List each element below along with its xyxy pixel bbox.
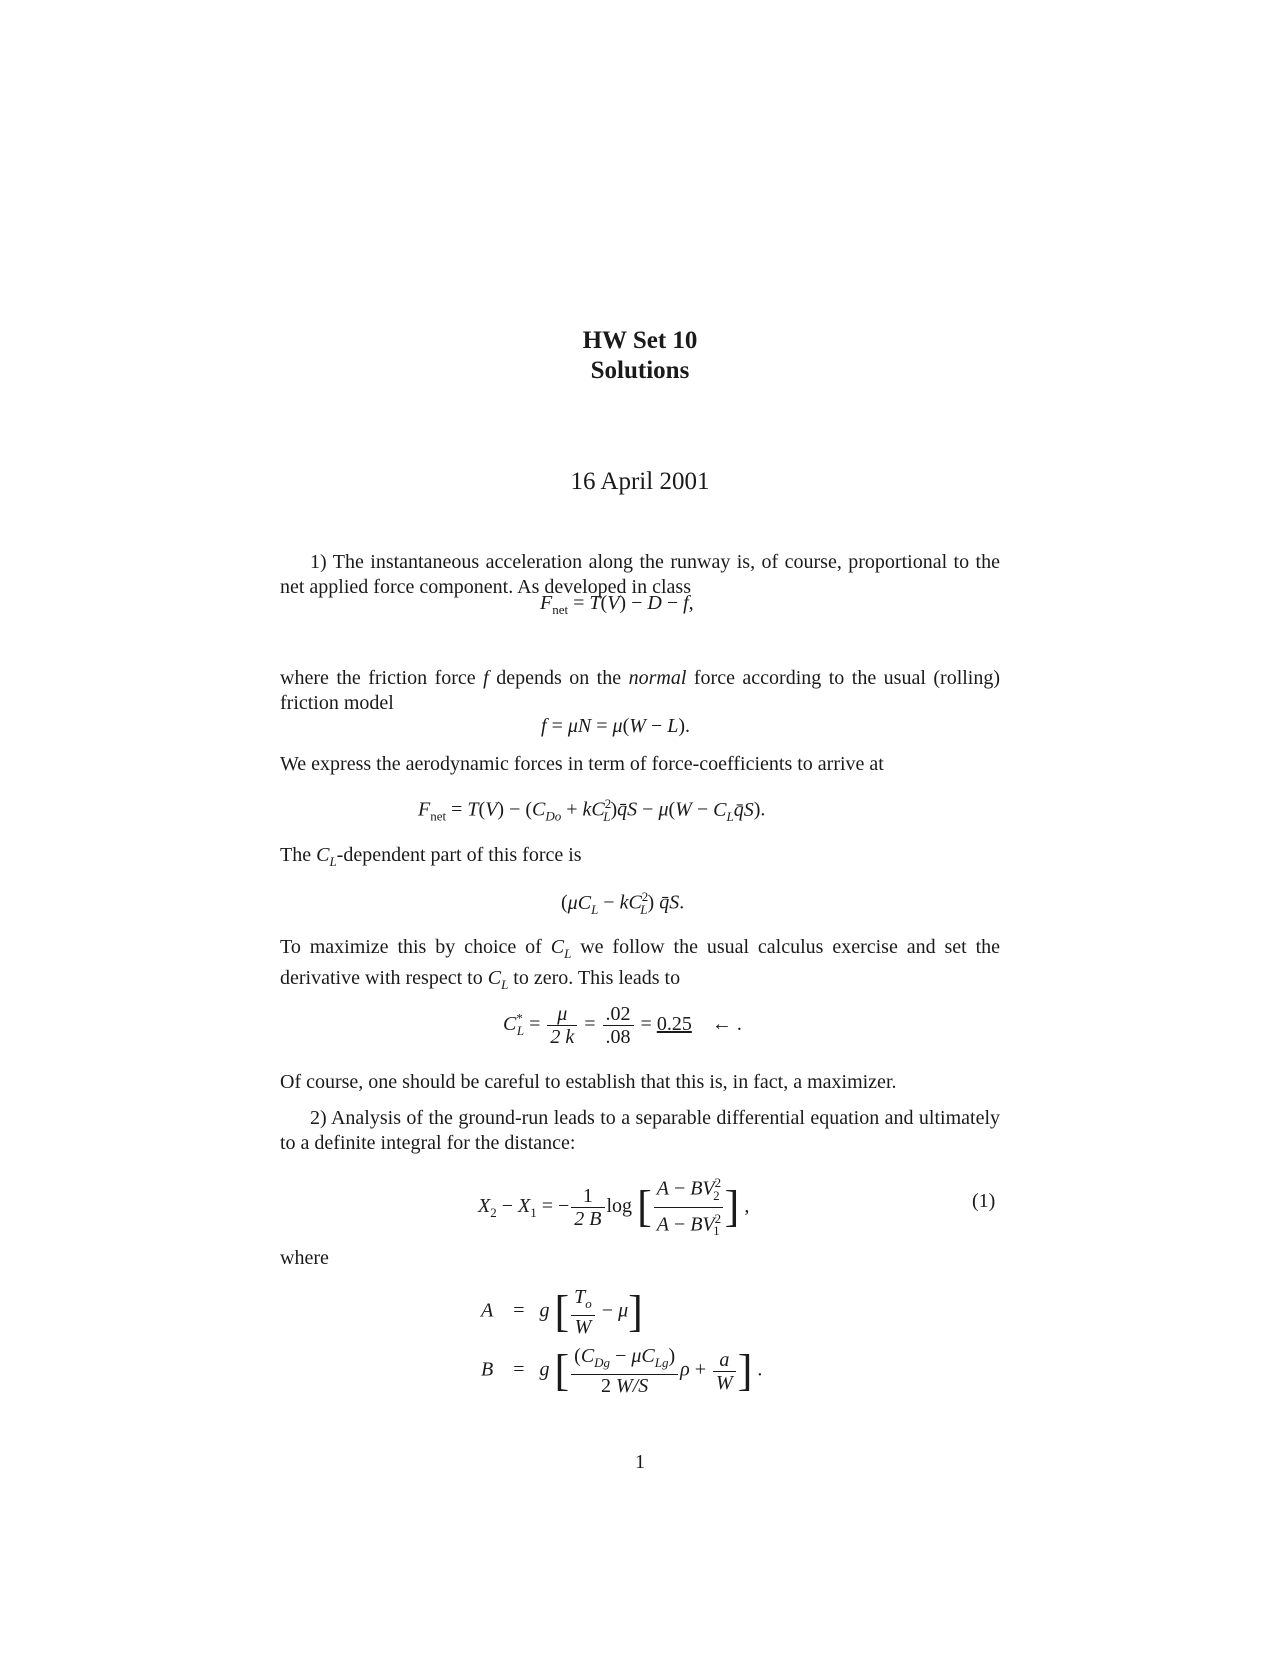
p5-c: to zero. This leads to bbox=[513, 967, 681, 989]
equation-distance: $X_2 - X_1$ = − $\frac{1}{2 B}$ log [ $\frac{A - BV^2_2}{A - BV^2_1}$ ] , bbox=[478, 1172, 749, 1242]
cl-result: 0.25 bbox=[656, 1013, 692, 1036]
paragraph-3: We express the aerodynamic forces in term of force-coefficients to arrive at bbox=[280, 753, 884, 775]
equation-A: A = g [ $\frac{T_o}{W}$ − μ] bbox=[481, 1286, 643, 1338]
paragraph-2: where the friction force f depends on the normal force according to the usual (rolling) friction model bbox=[280, 667, 1001, 714]
paragraph-7: 2) Analysis of the ground-run leads to a separable differential equation and ultimately to a definite integral for the distance: bbox=[280, 1107, 1000, 1154]
title-line-2: Solutions bbox=[590, 357, 690, 384]
p2-start: where the friction force bbox=[280, 667, 476, 689]
equation-cl-optimal: $C^*_L$ = $\frac{\mu}{2 k}$ = $\frac{.02}{.08}$ = 0.25 ← . bbox=[503, 1003, 742, 1048]
fraction-values: $\frac{.02}{.08}$ bbox=[603, 1003, 634, 1048]
equation-fnet: $F_{net} = T(V) - D - f$, bbox=[540, 592, 694, 617]
paragraph-5: To maximize this by choice of $C_L$ we follow the usual calculus exercise and set the derivative with respect to $C_L$ to zero. This leads to bbox=[280, 936, 1001, 992]
paragraph-1: 1) The instantaneous acceleration along the runway is, of course, proportional to the net applied force component. As developed in class bbox=[280, 551, 1000, 598]
equation-cl-dependent: $(\mu C_L - kC^2_L)$ q̄S. bbox=[561, 889, 685, 917]
p4-start: The bbox=[280, 844, 312, 866]
p2-end: force according to the usual (rolling) friction model bbox=[280, 667, 1001, 714]
title-line-1: HW Set 10 bbox=[582, 327, 698, 354]
p2-italic: normal bbox=[628, 667, 687, 689]
fraction-mu-2k: $\frac{\mu}{2 k}$ bbox=[547, 1003, 577, 1048]
equation-number-1: (1) bbox=[972, 1190, 996, 1212]
p4-end: -dependent part of this force is bbox=[336, 844, 582, 866]
p5-b: we follow the usual calculus exercise and set the derivative with respect to bbox=[280, 936, 1001, 989]
equation-friction: f = μN = μ(W − L). bbox=[541, 715, 690, 737]
document-date: 16 April 2001 bbox=[570, 468, 710, 495]
equation-fnet-coefficients: $F_{net} = T(V) - (C_{Do}$ + $kC^2_L)q̄S - \mu(W$ − $C_Lq̄S$). bbox=[418, 796, 766, 824]
equation-B: B = g [ $\frac{(C_{Dg} - \mu C_{Lg})}{2 W/S}$ ρ + $\frac{a}{W}$ ] . bbox=[481, 1345, 763, 1397]
paragraph-4: The $C_L$-dependent part of this force is bbox=[280, 844, 582, 869]
paragraph-6: Of course, one should be careful to establish that this is, in fact, a maximizer. bbox=[280, 1071, 897, 1093]
page-number: 1 bbox=[635, 1451, 645, 1473]
p5-a: To maximize this by choice of bbox=[280, 936, 542, 958]
paragraph-where: where bbox=[280, 1247, 329, 1269]
p2-mid: depends on the bbox=[496, 667, 622, 689]
